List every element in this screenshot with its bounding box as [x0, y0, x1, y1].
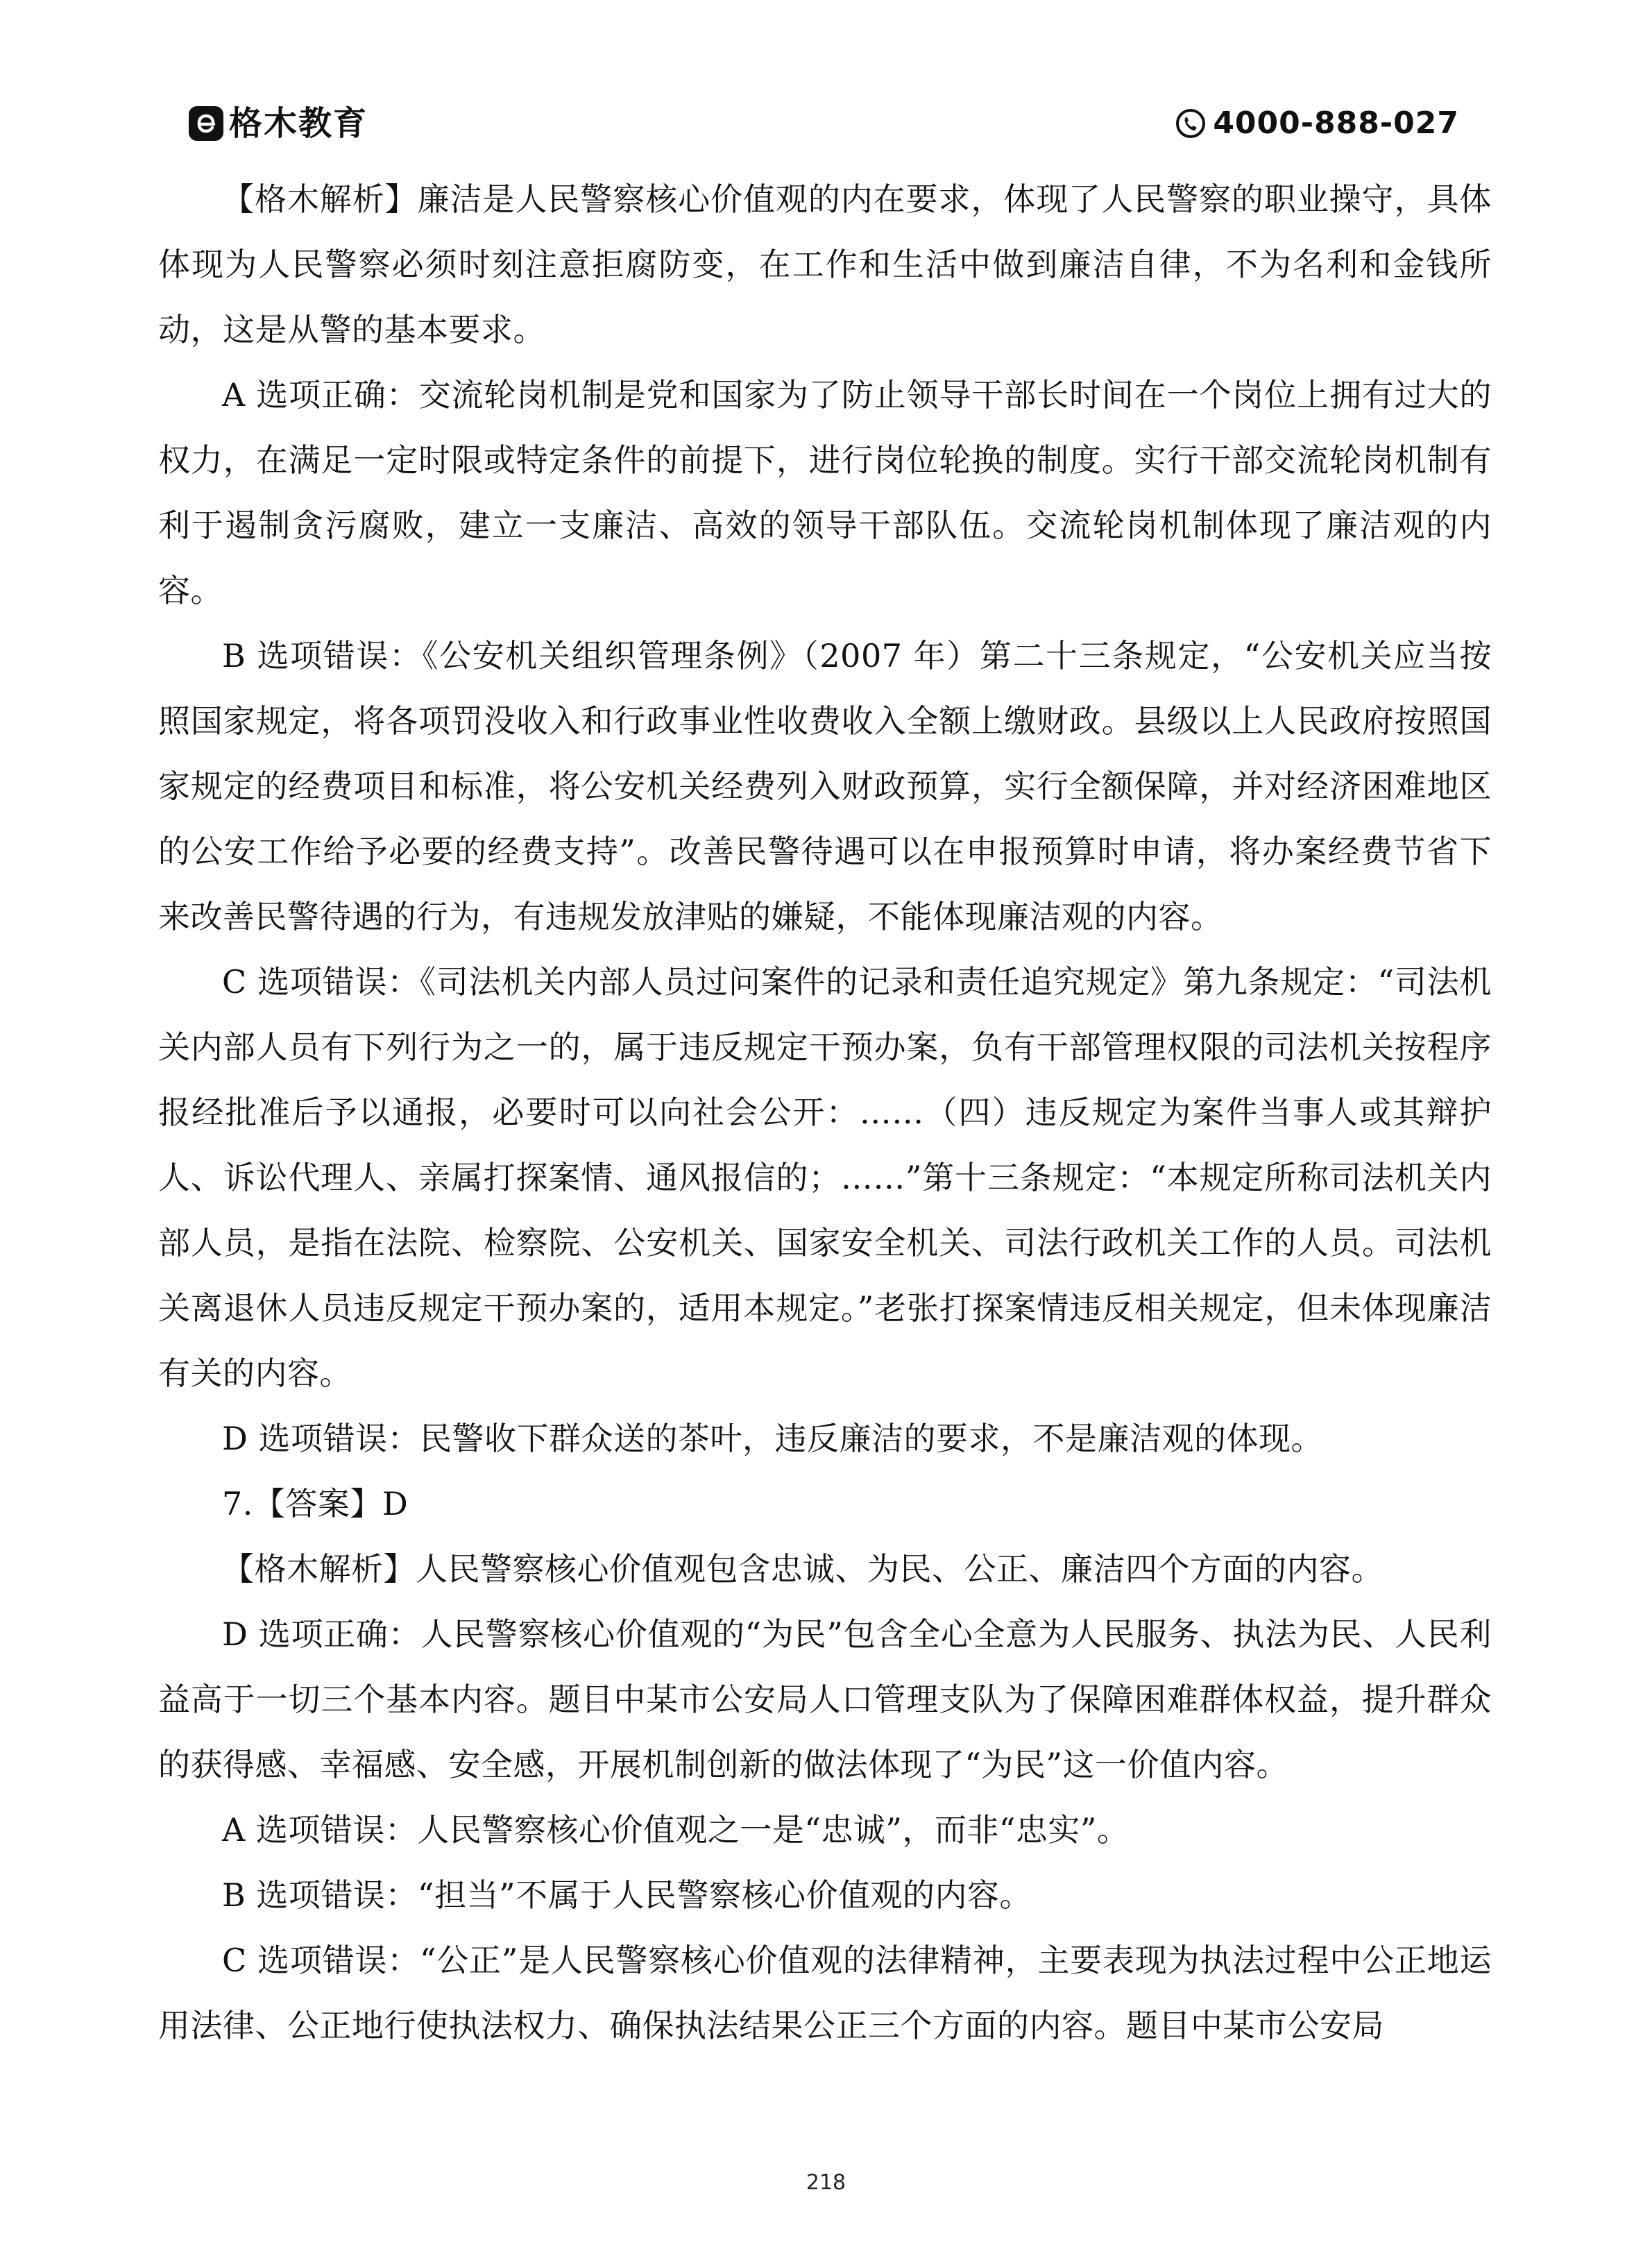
option-a-explanation: A 选项错误：人民警察核心价值观之一是“忠诚”，而非“忠实”。: [222, 1811, 1130, 1849]
option-c-explanation: C 选项错误：“公正”是人民警察核心价值观的法律精神，主要表现为执法过程中公正地运用法律、公正地行使执法权力、确保执法结果公正三个方面的内容。题目中某市公安局: [158, 1942, 1492, 2044]
brand-name: 格木教育: [229, 104, 368, 143]
analysis-paragraph: 【格木解析】廉洁是人民警察核心价值观的内在要求，体现了人民警察的职业操守，具体体现为人民警察必须时刻注意拒腐防变，在工作和生活中做到廉洁自律，不为名利和金钱所动，这是从警的基本要求。: [158, 180, 1492, 348]
option-d-explanation: D 选项正确：人民警察核心价值观的“为民”包含全心全意为人民服务、执法为民、人民利益高于一切三个基本内容。题目中某市公安局人口管理支队为了保障困难群体权益，提升群众的获得感、幸福感、安全感，开展机制创新的做法体现了“为民”这一价值内容。: [158, 1615, 1492, 1783]
phone-number: 4000-888-027: [1213, 105, 1459, 141]
option-b-explanation: B 选项错误：《公安机关组织管理条例》（2007 年）第二十三条规定，“公安机关应当按照国家规定，将各项罚没收入和行政事业性收费收入全额上缴财政。县级以上人民政府按照国家规定的经费项目和标准，将公安机关经费列入财政预算，实行全额保障，并对经济困难地区的公安工作给予必要的经费支持”。改善民警待遇可以在申报预算时申请，将办案经费节省下来改善民警待遇的行为，有违规发放津贴的嫌疑，不能体现廉洁观的内容。: [158, 637, 1492, 935]
analysis-paragraph: 【格木解析】人民警察核心价值观包含忠诚、为民、公正、廉洁四个方面的内容。: [222, 1550, 1383, 1588]
brand-logo: [189, 104, 368, 143]
phone-icon: [1175, 108, 1206, 139]
option-a-explanation: A 选项正确：交流轮岗机制是党和国家为了防止领导干部长时间在一个岗位上拥有过大的权力，在满足一定时限或特定条件的前提下，进行岗位轮换的制度。实行干部交流轮岗机制有利于遏制贪污腐败，建立一支廉洁、高效的领导干部队伍。交流轮岗机制体现了廉洁观的内容。: [158, 376, 1492, 609]
page-header: [0, 0, 1652, 180]
e-logo-icon: [189, 106, 223, 141]
answer-heading: 7.【答案】D: [222, 1485, 409, 1522]
option-b-explanation: B 选项错误：“担当”不属于人民警察核心价值观的内容。: [222, 1876, 1032, 1914]
page-number: 218: [806, 2171, 846, 2195]
document-body: [158, 167, 1492, 2058]
contact-phone: [1175, 104, 1459, 143]
option-c-explanation: C 选项错误：《司法机关内部人员过问案件的记录和责任追究规定》第九条规定：“司法机关内部人员有下列行为之一的，属于违反规定干预办案，负有干部管理权限的司法机关按程序报经批准后予以通报，必要时可以向社会公开：……（四）违反规定为案件当事人或其辩护人、诉讼代理人、亲属打探案情、通风报信的；……”第十三条规定：“本规定所称司法机关内部人员，是指在法院、检察院、公安机关、国家安全机关、司法行政机关工作的人员。司法机关离退休人员违反规定干预办案的，适用本规定。”老张打探案情违反相关规定，但未体现廉洁有关的内容。: [158, 963, 1492, 1392]
option-d-explanation: D 选项错误：民警收下群众送的茶叶，违反廉洁的要求，不是廉洁观的体现。: [222, 1420, 1324, 1457]
